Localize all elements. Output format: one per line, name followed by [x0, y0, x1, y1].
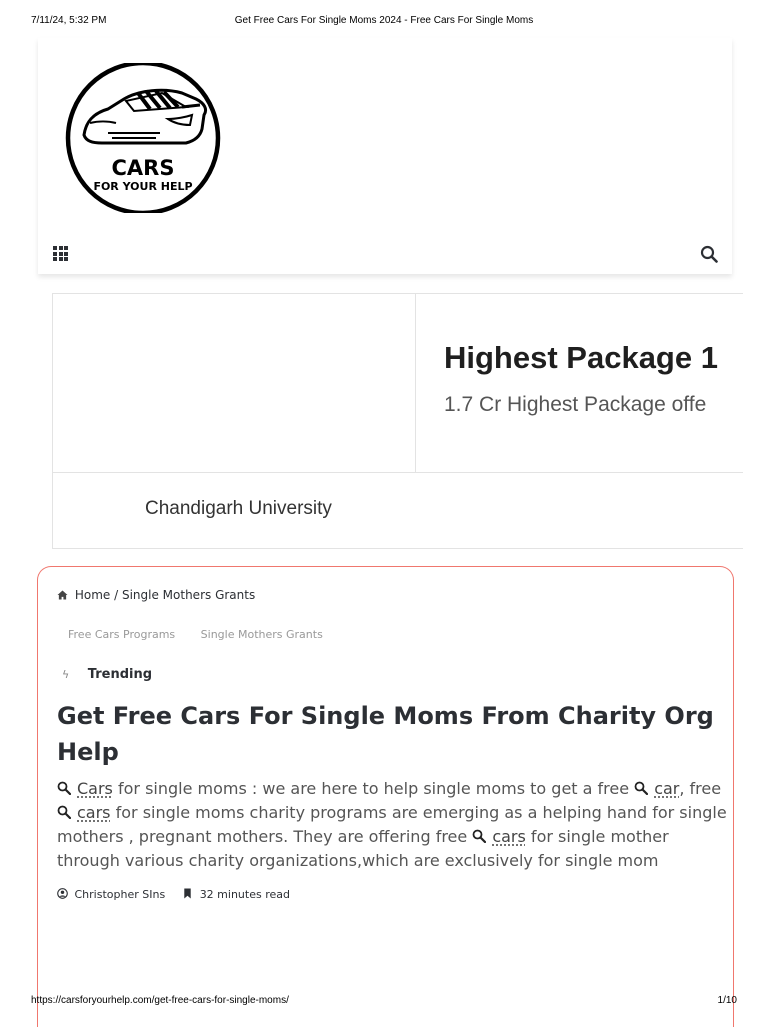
author-link[interactable]: Christopher SIns	[74, 888, 166, 901]
ad-divider	[53, 472, 743, 473]
breadcrumb-home-link[interactable]: Home	[74, 588, 111, 602]
print-document-title: Get Free Cars For Single Moms 2024 - Free Cars For Single Moms	[234, 15, 534, 26]
ad-advertiser[interactable]: Chandigarh University	[145, 498, 332, 519]
excerpt-text: , free	[679, 779, 722, 798]
keyword-link-cars[interactable]: cars	[77, 803, 111, 822]
excerpt-text: for single moms charity programs are emerging as a helping hand for single mothers , pregnant mothers. They are offering free	[57, 803, 727, 846]
user-circle-icon	[57, 888, 68, 899]
keyword-link-cars[interactable]: cars	[492, 827, 526, 846]
site-logo[interactable]	[64, 63, 222, 213]
ad-subline[interactable]: 1.7 Cr Highest Package offe	[444, 393, 707, 416]
magnifier-icon	[472, 829, 486, 843]
post-excerpt	[57, 777, 727, 873]
nav-bar	[38, 238, 732, 274]
home-icon	[57, 590, 68, 600]
grid-menu-icon[interactable]	[53, 246, 68, 261]
site-header	[38, 38, 732, 274]
category-tag-single-mothers-grants[interactable]: Single Mothers Grants	[200, 628, 323, 641]
print-timestamp: 7/11/24, 5:32 PM	[31, 15, 107, 26]
ad-image[interactable]	[53, 294, 416, 472]
advertisement[interactable]	[52, 293, 743, 549]
article-card	[37, 566, 734, 1027]
category-tag-free-cars-programs[interactable]: Free Cars Programs	[68, 628, 176, 641]
breadcrumb-current-link[interactable]: Single Mothers Grants	[121, 588, 256, 602]
print-footer	[0, 995, 768, 1009]
excerpt-text: for single mother through various charity organizations,which are exclusively for single mom	[57, 827, 669, 870]
search-icon[interactable]	[700, 245, 718, 263]
magnifier-icon	[57, 805, 71, 819]
post-meta	[57, 888, 290, 901]
logo-text-cars: CARS	[111, 156, 175, 180]
bolt-icon: ϟ	[62, 668, 70, 681]
breadcrumb-separator: /	[114, 588, 119, 602]
bookmark-icon	[182, 888, 193, 899]
post-title: Get Free Cars For Single Moms From Charity Org Help	[57, 702, 714, 766]
magnifier-icon	[57, 781, 71, 795]
excerpt-text: for single moms : we are here to help single moms to get a free	[112, 779, 635, 798]
category-tags	[68, 628, 345, 641]
print-url: https://carsforyourhelp.com/get-free-cars-for-single-moms/	[31, 995, 289, 1006]
magnifier-icon	[634, 781, 648, 795]
print-page-number: 1/10	[717, 995, 737, 1006]
logo-text-tagline: FOR YOUR HELP	[93, 180, 193, 193]
trending-badge	[62, 667, 152, 682]
read-time: 32 minutes read	[199, 888, 290, 901]
keyword-link-cars[interactable]: Cars	[77, 779, 113, 798]
print-header	[0, 15, 768, 29]
breadcrumb	[57, 588, 255, 602]
keyword-link-car[interactable]: car	[654, 779, 680, 798]
trending-label: Trending	[87, 667, 153, 682]
ad-headline[interactable]: Highest Package 1	[444, 340, 718, 375]
